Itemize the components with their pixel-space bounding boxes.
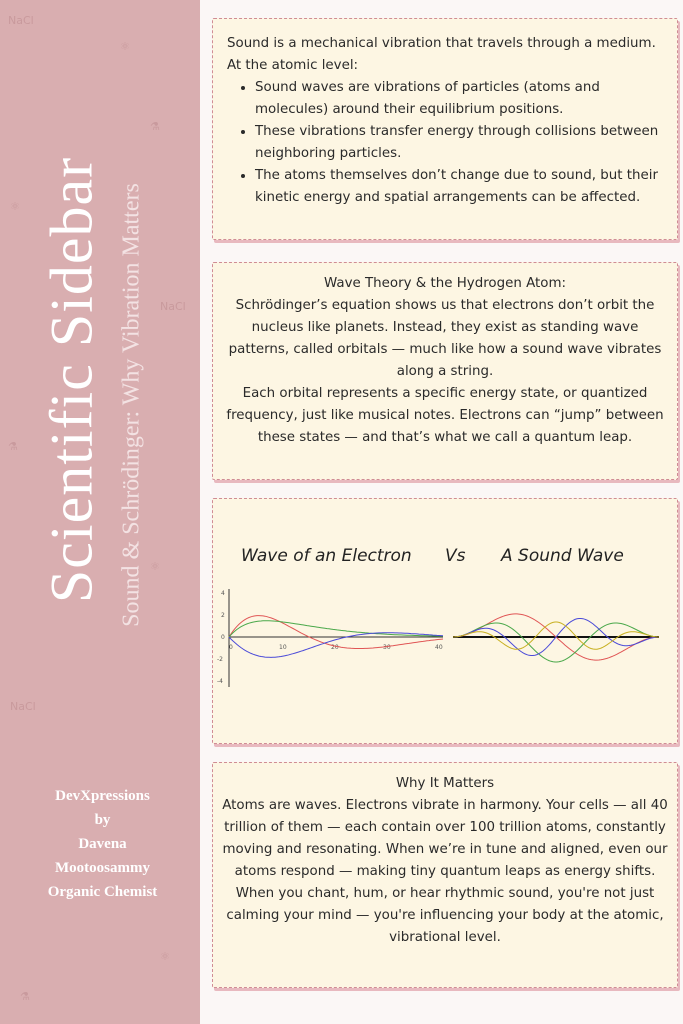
y-tick-label: -2 [217,656,223,663]
why-it-matters-card [212,762,678,988]
wave-theory-card [212,262,678,480]
sidebar-subtitle: Sound & Schrödinger: Why Vibration Matters [118,183,145,627]
card2-heading: Wave Theory & the Hydrogen Atom: [323,276,567,291]
flask-doodle: ⚗ [20,990,30,1003]
card4-para2: When you chant, hum, or hear rhythmic sound, you're not just calming your mind — you're influencing your body at the atomic, vibrational level. [226,886,664,945]
x-tick-label: 40 [435,644,443,651]
card1-intro: Sound is a mechanical vibration that travels through a medium. At the atomic level: [227,36,656,73]
nacl-doodle: NaCl [8,14,34,27]
atom-doodle: ⚛ [150,560,160,573]
card2-para2: Each orbital represents a specific energy state, or quantized frequency, just like musical notes. Electrons can “jump” between these states — and that’s what we call a quantum leap. [226,386,664,445]
atom-doodle: ⚛ [120,40,130,53]
wave-comparison-card [212,498,678,744]
electron-wave-plot [217,589,443,687]
y-tick-label: 2 [221,612,225,619]
credit-line: Davena [78,836,127,852]
electron-wave-curve [229,621,443,637]
y-tick-label: 0 [221,634,225,641]
electron-wave-label: Wave of an Electron [241,546,412,566]
credit-line: DevXpressions [55,788,150,804]
x-tick-label: 0 [229,644,233,651]
y-tick-label: -4 [217,678,223,685]
sidebar-title: Scientific Sidebar [38,156,105,604]
wave-plots [217,581,661,691]
credit-line: Organic Chemist [47,884,158,900]
x-tick-label: 30 [383,644,391,651]
y-tick-label: 4 [221,590,225,597]
nacl-doodle: NaCl [10,700,36,713]
x-tick-label: 10 [279,644,287,651]
bullet-item: • Sound waves are vibrations of particles (atoms and molecules) around their equilibrium positions. [255,77,667,121]
card2-para1: Schrödinger’s equation shows us that electrons don’t orbit the nucleus like planets. Instead, they exist as standing wave patterns, called orbitals — much like how a sound wave vibrates along a string. [228,298,662,379]
sound-wave-label: A Sound Wave [501,546,624,566]
sound-vibration-card [212,18,678,240]
card4-para1: Atoms are waves. Electrons vibrate in harmony. Your cells — all 40 trillion of them — each contain over 100 trillion atoms, constantly moving and resonating. When we’re in tune and aligned, even our atoms respond — making tiny quantum leaps as energy shifts. [222,798,668,879]
bullet-item: • The atoms themselves don’t change due to sound, but their kinetic energy and spatial arrangements can be affected. [255,165,667,209]
bullet-item: • These vibrations transfer energy through collisions between neighboring particles. [255,121,667,165]
credits [0,784,205,904]
credit-line: by [94,812,111,828]
flask-doodle: ⚗ [150,120,160,133]
card4-heading: Why It Matters [395,776,495,791]
credit-line: Mootoosammy [55,860,150,876]
flask-doodle: ⚗ [8,440,18,453]
nacl-doodle: NaCl [160,300,186,313]
sound-wave-plot [453,614,659,662]
x-tick-label: 20 [331,644,339,651]
sidebar [0,0,200,1024]
vs-label: Vs [445,546,466,566]
card1-bullets [227,77,667,209]
atom-doodle: ⚛ [160,950,170,963]
atom-doodle: ⚛ [10,200,20,213]
